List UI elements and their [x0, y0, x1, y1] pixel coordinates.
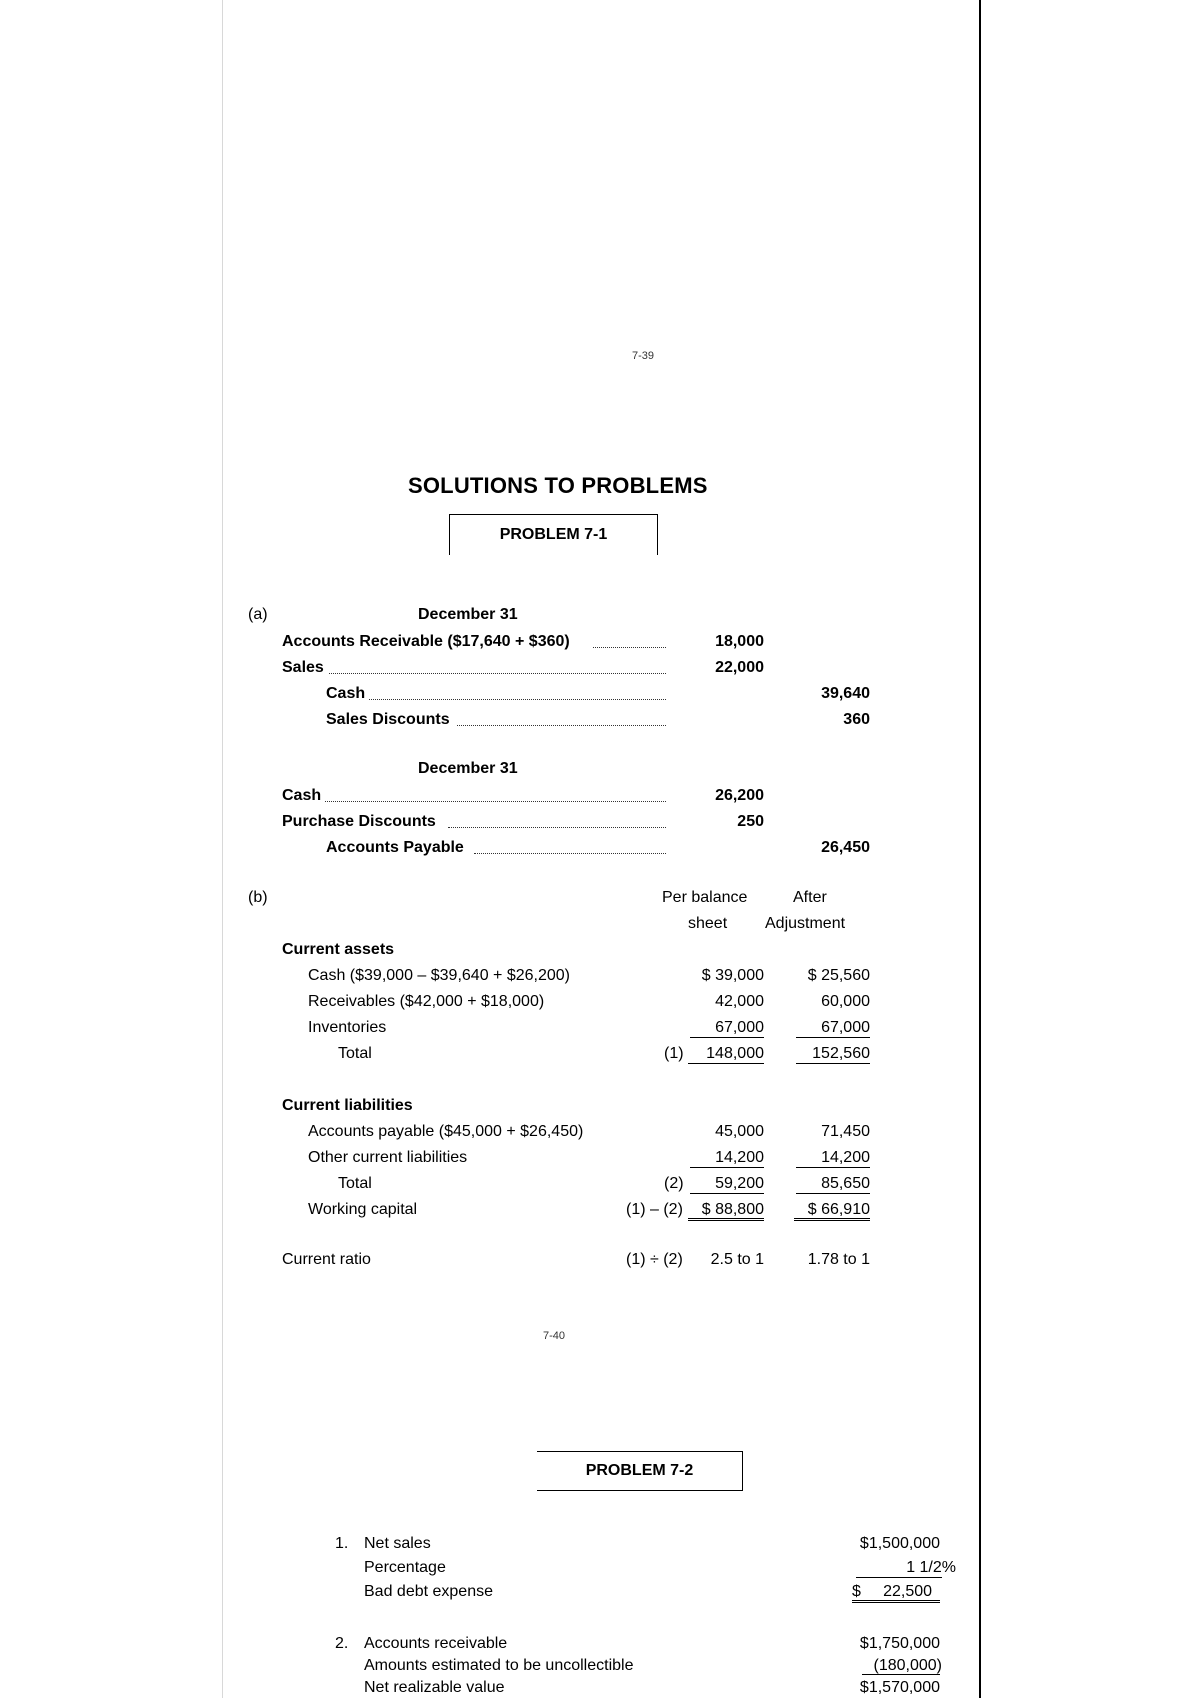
underline: [856, 1577, 942, 1578]
col2-header-line2: Adjustment: [765, 915, 846, 932]
item2-uncollectible-label: Amounts estimated to be uncollectible: [364, 1657, 634, 1674]
part-b-label: (b): [248, 889, 268, 906]
underline: [690, 1193, 764, 1194]
item1-number: 1.: [335, 1535, 349, 1552]
liability-after-other: 14,200: [821, 1149, 870, 1166]
underline: [796, 1193, 870, 1194]
double-underline: [852, 1600, 940, 1603]
col1-header-line2: sheet: [688, 915, 728, 932]
liability-before-ap: 45,000: [715, 1123, 764, 1140]
leader-dots: [448, 827, 666, 828]
leader-dots: [325, 801, 666, 802]
page-left-edge: [222, 0, 223, 1698]
asset-before-receivables: 42,000: [715, 993, 764, 1010]
current-ratio-label: Current ratio: [282, 1251, 371, 1268]
asset-after-cash: $ 25,560: [807, 967, 870, 984]
current-ratio-prefix: (1) ÷ (2): [626, 1251, 683, 1268]
asset-after-receivables: 60,000: [821, 993, 870, 1010]
part-a-label: (a): [248, 606, 268, 623]
item1-bad-debt-value: $ 22,500: [852, 1583, 933, 1600]
working-capital-before: $ 88,800: [701, 1201, 764, 1218]
underline: [688, 1063, 764, 1064]
asset-label-cash: Cash ($39,000 – $39,640 + $26,200): [308, 967, 570, 984]
current-ratio-after: 1.78 to 1: [807, 1251, 870, 1268]
entry1-debit-1: 18,000: [715, 633, 764, 650]
current-assets-heading: Current assets: [282, 941, 395, 958]
underline: [690, 1037, 764, 1038]
leader-dots: [457, 725, 666, 726]
current-liabilities-heading: Current liabilities: [282, 1097, 413, 1114]
item2-uncollectible-value: (180,000): [873, 1657, 942, 1674]
asset-label-inventories: Inventories: [308, 1019, 387, 1036]
entry1-date: December 31: [418, 606, 518, 623]
entry2-debit-2: 250: [737, 813, 764, 830]
item2-number: 2.: [335, 1635, 349, 1652]
item1-percentage-label: Percentage: [364, 1559, 446, 1576]
liability-label-other: Other current liabilities: [308, 1149, 468, 1166]
double-underline: [688, 1218, 764, 1221]
entry1-debit-2: 22,000: [715, 659, 764, 676]
entry2-credit-3: 26,450: [821, 839, 870, 856]
entry1-account-4: Sales Discounts: [326, 711, 450, 728]
liability-label-ap: Accounts payable ($45,000 + $26,450): [308, 1123, 584, 1140]
item2-receivable-label: Accounts receivable: [364, 1635, 508, 1652]
working-capital-prefix: (1) – (2): [626, 1201, 683, 1218]
liabilities-total-prefix: (2): [664, 1175, 684, 1192]
problem-7-1-box: [449, 514, 658, 555]
liability-before-other: 14,200: [715, 1149, 764, 1166]
leader-dots: [329, 673, 666, 674]
entry1-credit-4: 360: [843, 711, 870, 728]
assets-total-prefix: (1): [664, 1045, 684, 1062]
assets-total-label: Total: [338, 1045, 372, 1062]
col2-header-line1: After: [793, 889, 827, 906]
problem-7-2-title: PROBLEM 7-2: [585, 1462, 694, 1479]
item2-nrv-label: Net realizable value: [364, 1679, 505, 1696]
underline: [862, 1674, 940, 1675]
working-capital-after: $ 66,910: [807, 1201, 870, 1218]
asset-label-receivables: Receivables ($42,000 + $18,000): [308, 993, 545, 1010]
item1-net-sales-value: $1,500,000: [859, 1535, 940, 1552]
col1-header-line1: Per balance: [662, 889, 748, 906]
asset-after-inventories: 67,000: [821, 1019, 870, 1036]
entry2-account-1: Cash: [282, 787, 322, 804]
underline: [796, 1167, 870, 1168]
assets-total-before: 148,000: [706, 1045, 764, 1062]
leader-dots: [474, 853, 666, 854]
page-title: SOLUTIONS TO PROBLEMS: [408, 473, 708, 498]
entry1-account-2: Sales: [282, 659, 324, 676]
underline: [796, 1037, 870, 1038]
leader-dots: [593, 647, 666, 648]
double-underline: [794, 1218, 870, 1221]
current-ratio-before: 2.5 to 1: [710, 1251, 764, 1268]
entry2-date: December 31: [418, 760, 518, 777]
entry1-account-1: Accounts Receivable ($17,640 + $360): [282, 633, 570, 650]
entry1-account-3: Cash: [326, 685, 366, 702]
problem-7-2-box: [537, 1451, 743, 1491]
item1-net-sales-label: Net sales: [364, 1535, 431, 1552]
page-right-edge: [979, 0, 981, 1698]
liabilities-total-after: 85,650: [821, 1175, 870, 1192]
item2-receivable-value: $1,750,000: [859, 1635, 940, 1652]
underline: [796, 1063, 870, 1064]
entry1-credit-3: 39,640: [821, 685, 870, 702]
working-capital-label: Working capital: [308, 1201, 418, 1218]
entry2-debit-1: 26,200: [715, 787, 764, 804]
asset-before-inventories: 67,000: [715, 1019, 764, 1036]
item1-percentage-value: 1 1/2%: [906, 1559, 956, 1576]
liability-after-ap: 71,450: [821, 1123, 870, 1140]
entry2-account-3: Accounts Payable: [326, 839, 464, 856]
entry2-account-2: Purchase Discounts: [282, 813, 436, 830]
liabilities-total-before: 59,200: [715, 1175, 764, 1192]
liabilities-total-label: Total: [338, 1175, 372, 1192]
page-number-top: 7-39: [632, 350, 655, 362]
page-number-bottom: 7-40: [543, 1330, 566, 1342]
assets-total-after: 152,560: [812, 1045, 870, 1062]
underline: [690, 1167, 764, 1168]
asset-before-cash: $ 39,000: [701, 967, 764, 984]
leader-dots: [369, 699, 666, 700]
problem-7-1-title: PROBLEM 7-1: [499, 526, 608, 543]
item1-bad-debt-label: Bad debt expense: [364, 1583, 493, 1600]
item2-nrv-value: $1,570,000: [859, 1679, 940, 1696]
